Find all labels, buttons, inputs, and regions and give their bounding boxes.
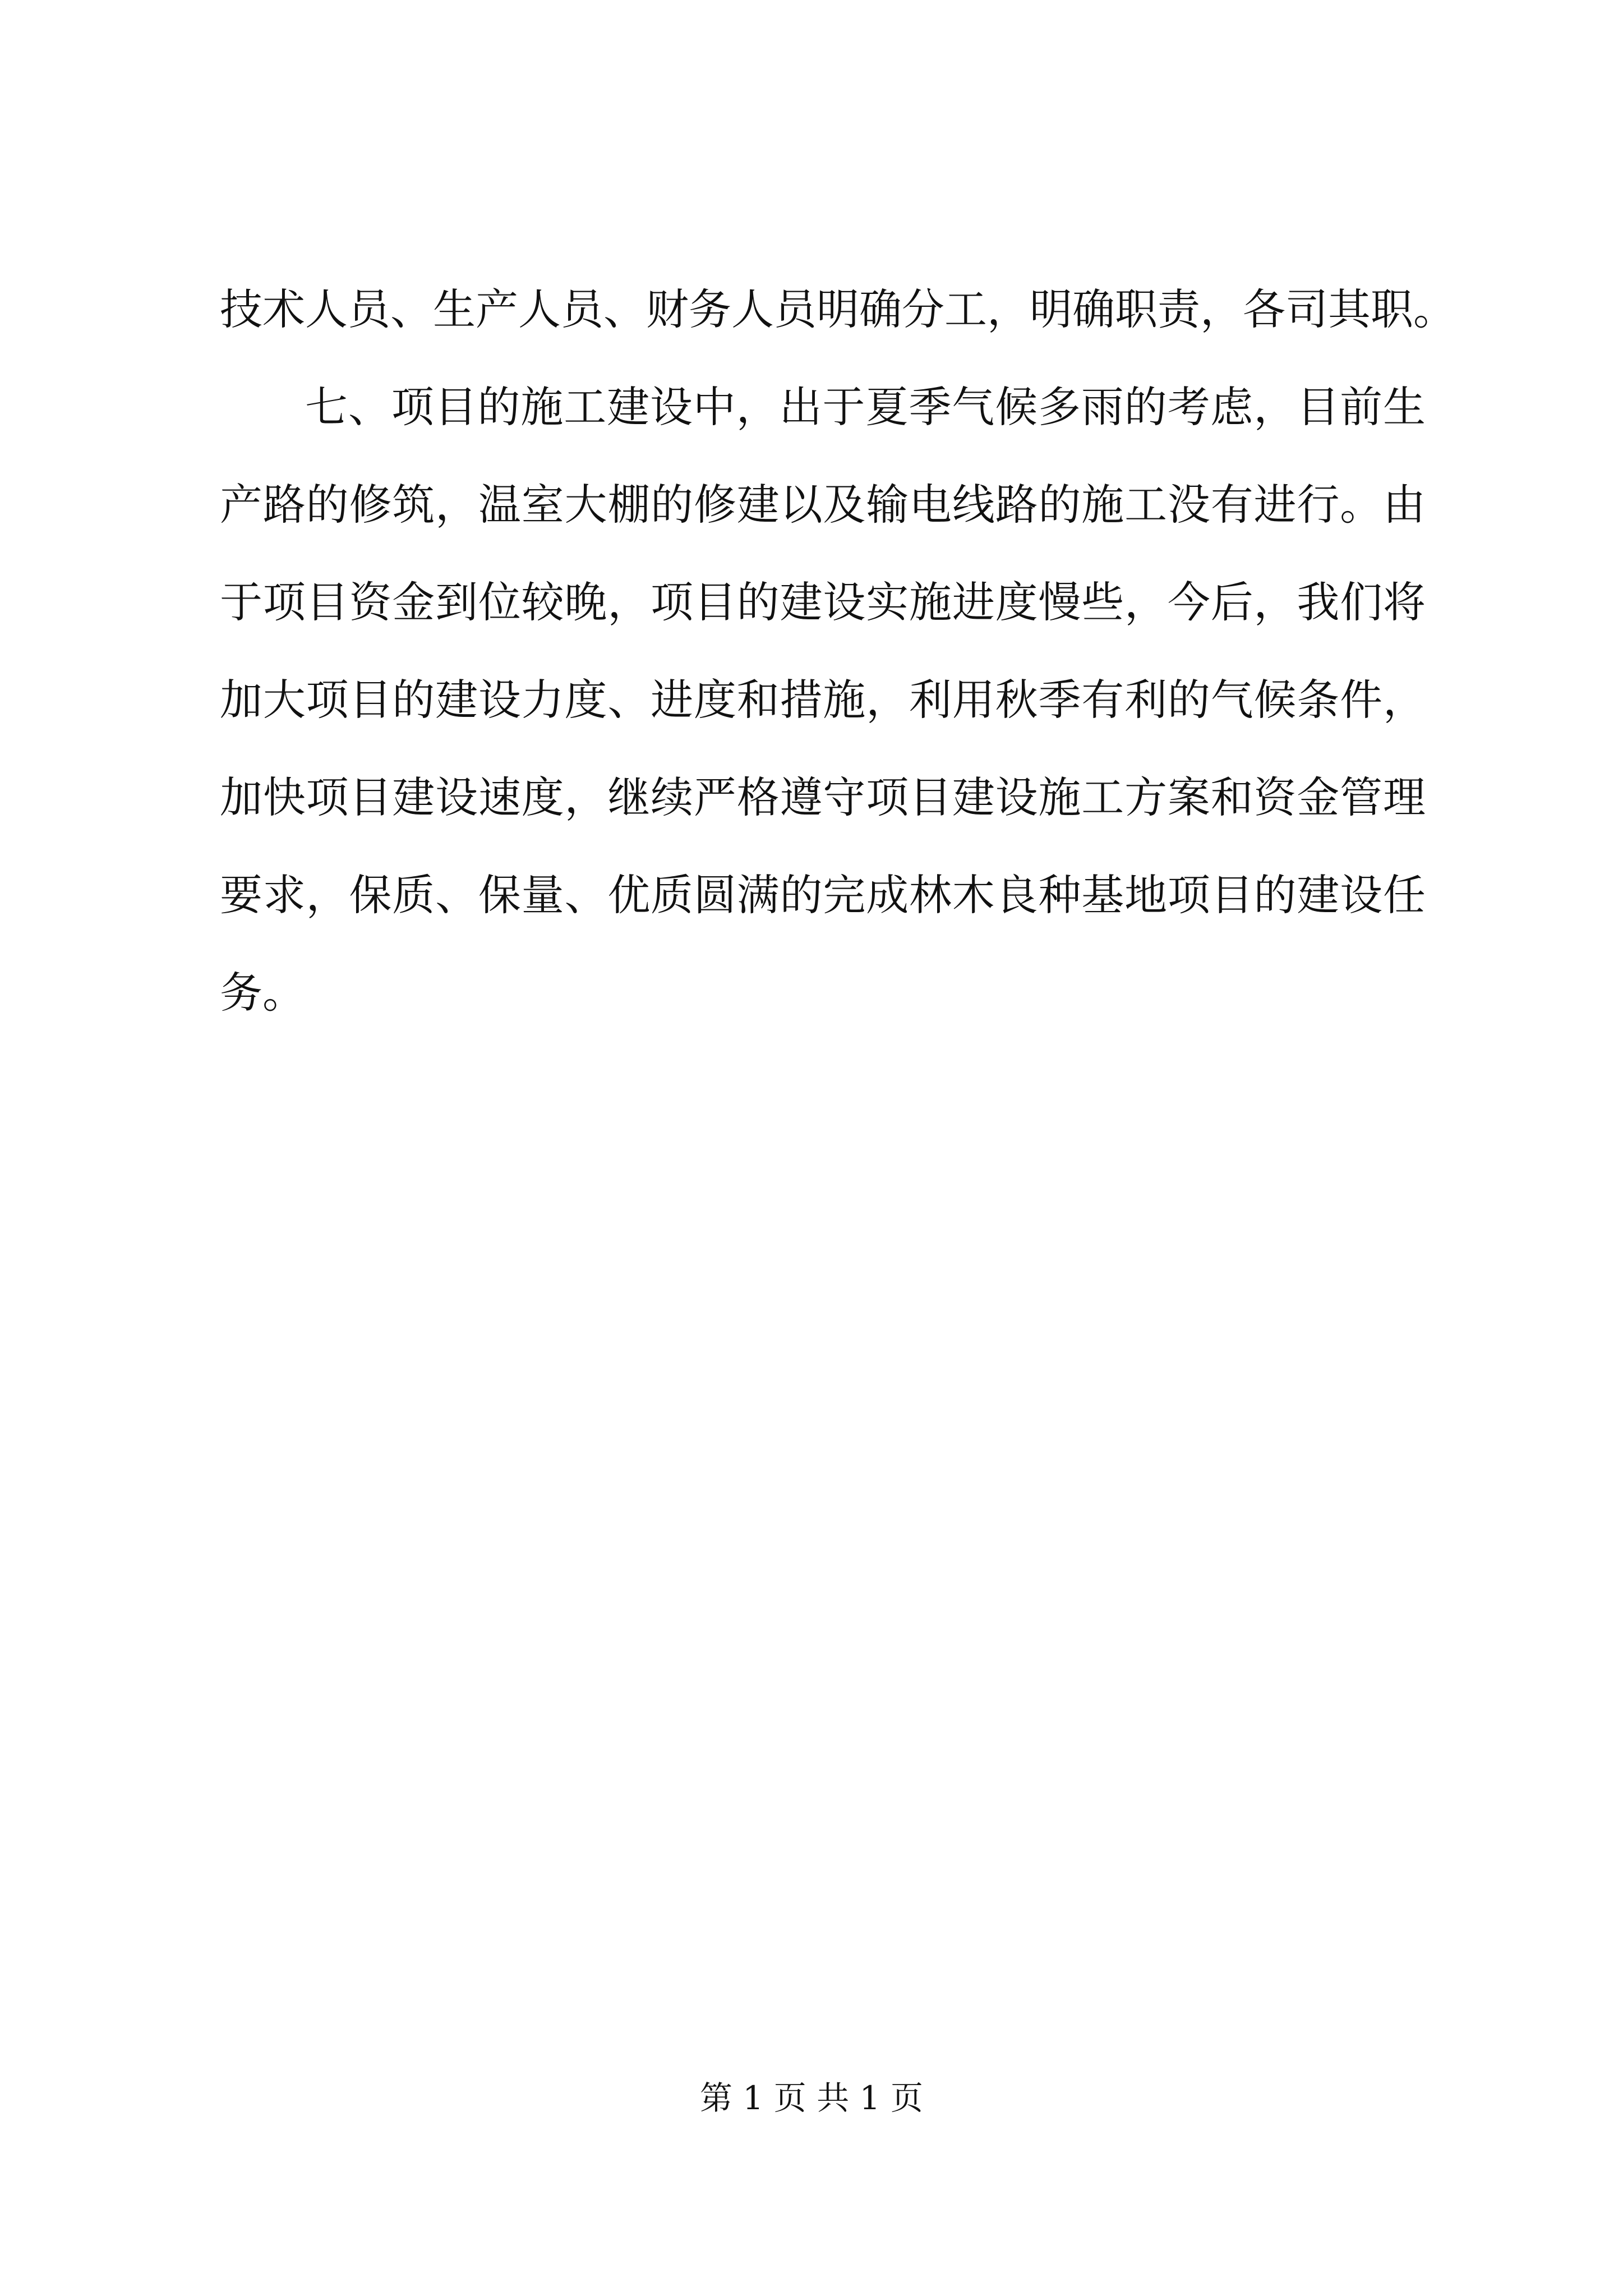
page-number-footer: 第 1 页 共 1 页 <box>700 2079 923 2117</box>
text-line-3: 产路的修筑，温室大棚的修建以及输电线路的施工没有进行。由 <box>220 480 1426 530</box>
text-line-4: 于项目资金到位较晚，项目的建设实施进度慢些，今后，我们将 <box>220 577 1426 627</box>
text-line-5: 加大项目的建设力度、进度和措施，利用秋季有利的气候条件， <box>220 675 1426 725</box>
text-line-6: 加快项目建设速度，继续严格遵守项目建设施工方案和资金管理 <box>220 772 1426 822</box>
text-line-1: 技术人员、生产人员、财务人员明确分工，明确职责，各司其职。 <box>220 284 1456 334</box>
document-body <box>220 261 1456 1042</box>
text-line-2: 七、项目的施工建设中，出于夏季气候多雨的考虑，目前生 <box>305 382 1426 432</box>
text-line-7: 要求，保质、保量、优质圆满的完成林木良种基地项目的建设任 <box>220 870 1426 920</box>
text-line-8: 务。 <box>220 968 305 1018</box>
